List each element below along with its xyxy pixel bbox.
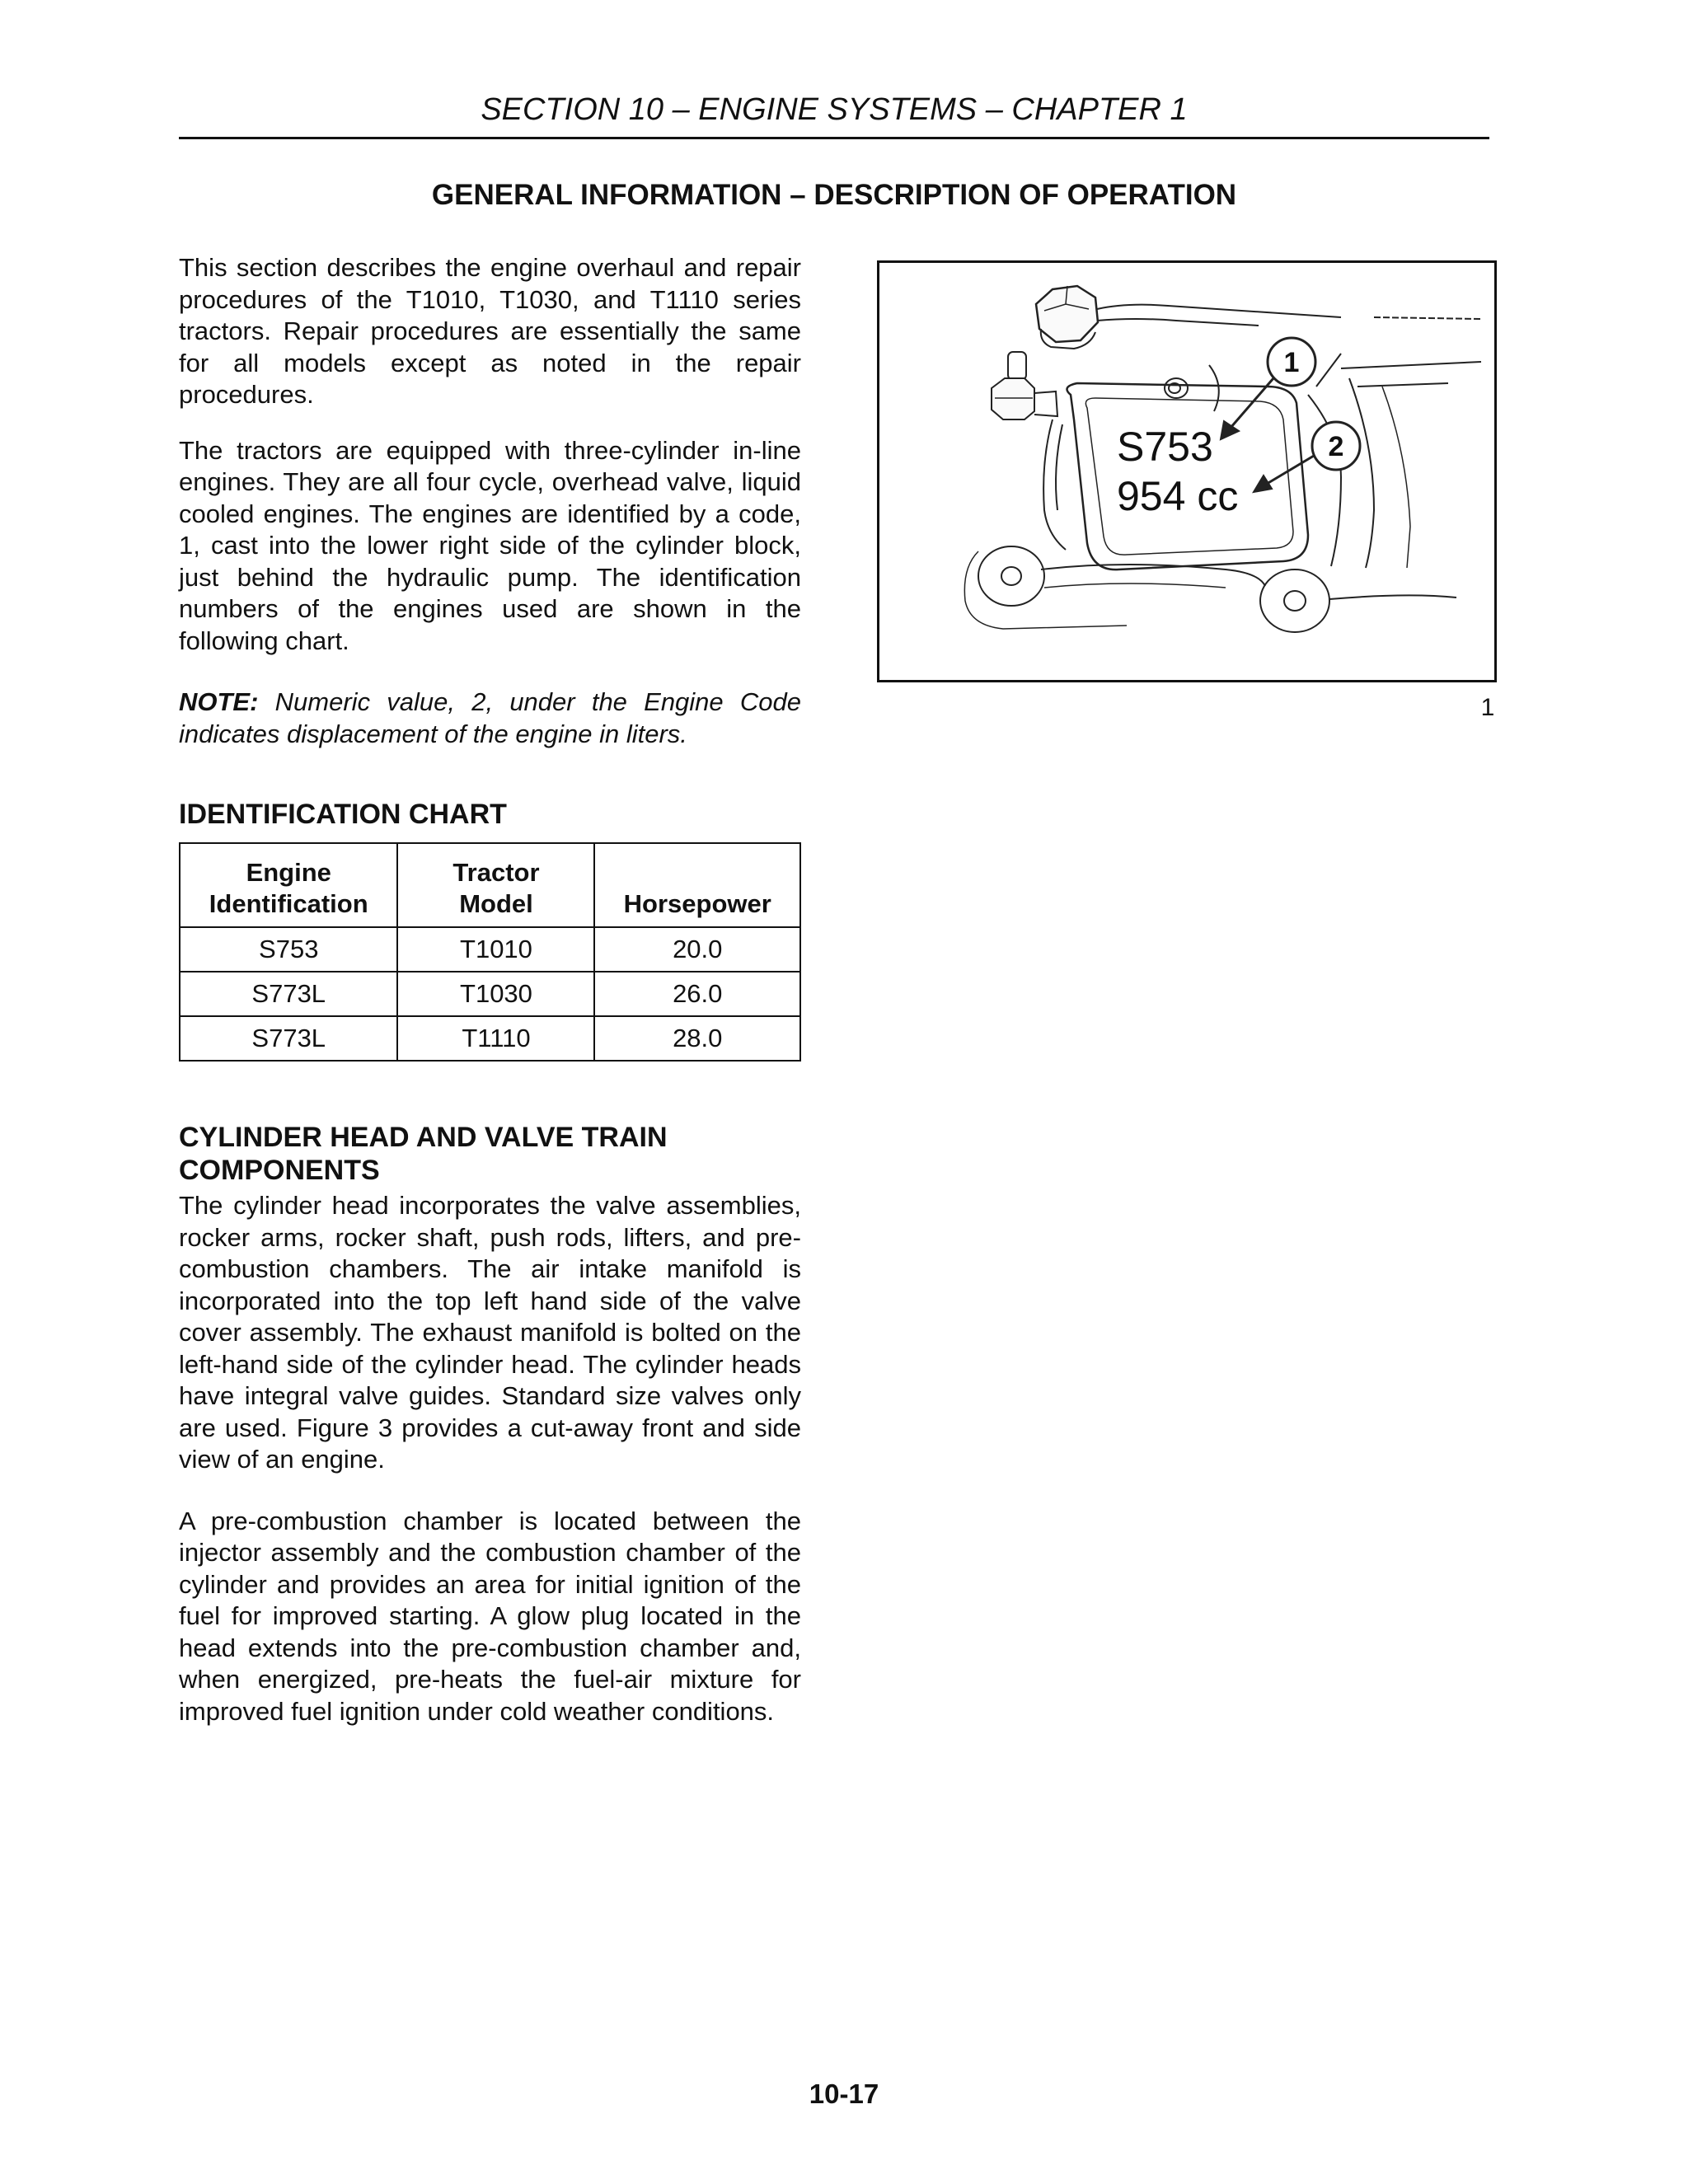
column-header-line: Engine [246,858,331,887]
casting-line [1382,387,1410,568]
intro-paragraph-2: The tractors are equipped with three-cylinder in-line engines. They are all four cycle, overhead valve, liquid cooled engines. The engines are identified by a code, 1, cast into the lower right side of the cylinder block, just behind the hydraulic pump. The identification numbers of the engines used are shown in the following chart. [179,435,801,655]
table-cell: S773L [180,1016,397,1061]
column-header-line: Identification [209,889,368,918]
displacement-text: 954 cc [1117,473,1239,519]
intro-paragraph-1: This section describes the engine overhaul and repair procedures of the T1010, T1030, and T1110 series tractors. Repair procedures are essentially the same for all models except as noted in the repair procedures. [179,253,801,409]
bolt-hole [1284,591,1306,611]
column-header [397,843,594,927]
column-header [594,843,800,927]
table-cell: 26.0 [594,972,800,1016]
column-header-line: Tractor [452,858,540,887]
column-header-line: Horsepower [623,889,771,918]
casting-line [1341,362,1481,368]
bolt-hole [978,546,1044,606]
table-cell: T1030 [397,972,594,1016]
casting-line [1209,365,1219,411]
callout-1-label: 1 [1283,347,1300,378]
table-row [180,972,800,1016]
fitting-shape [1034,391,1057,416]
cylinder-head-heading-line-2: COMPONENTS [179,1155,380,1186]
fitting-shape [1008,352,1026,380]
casting-line [964,551,1127,629]
table-row [180,927,800,972]
table-cell: S753 [180,927,397,972]
figure-number: 1 [1480,694,1495,721]
table-cell: T1110 [397,1016,594,1061]
table-header-row [180,843,800,927]
casting-line [1097,319,1259,326]
casting-line [1043,419,1066,550]
left-column [179,252,801,1751]
engine-code-text: S753 [1117,424,1213,470]
callout-2-label: 2 [1328,431,1344,462]
cylinder-head-heading-line-1: CYLINDER HEAD AND VALVE TRAIN [179,1122,668,1153]
identification-chart-table [179,842,801,1062]
cylinder-head-paragraph-1: The cylinder head incorporates the valve assemblies, rocker arms, rocker shaft, push rods, lifters, and pre-combustion chambers. The air intake manifold is incorporated into the top left hand side of the valve cover assembly. The exhaust manifold is bolted on the left-hand side of the cylinder head. The cylinder heads have integral valve guides. Standard size valves only are used. Figure 3 provides a cut-away front and side view of an engine. [179,1191,801,1474]
table-row [180,1016,800,1061]
bolt-hole [1260,569,1329,632]
section-title: GENERAL INFORMATION – DESCRIPTION OF OPERATION [431,179,1237,211]
table-cell: S773L [180,972,397,1016]
table-cell: 20.0 [594,927,800,972]
callout-2-arrow-line [1267,456,1314,484]
table-cell: 28.0 [594,1016,800,1061]
column-header-line: Model [459,889,533,918]
note-text: Numeric value, 2, under the Engine Code indicates displacement of the engine in liters. [179,687,801,748]
engine-block-illustration [879,263,1494,680]
casting-line [1329,595,1456,599]
casting-line [1044,583,1226,588]
casting-line [1097,305,1341,317]
casting-line [1349,378,1374,568]
casting-line [1316,354,1341,387]
table-cell: T1010 [397,927,594,972]
page-header [179,89,1489,139]
fitting-shape [992,378,1034,419]
casting-line [1374,317,1481,319]
bolt-hole [1001,567,1021,585]
callout-1-arrow-head [1221,421,1239,439]
engine-code-figure [877,260,1497,682]
column-header [180,843,397,927]
casting-line [1308,395,1341,566]
casting-line [1056,424,1062,510]
casting-line [1357,383,1448,387]
note-paragraph [179,687,801,750]
page-number: 10-17 [809,2079,879,2109]
cylinder-head-heading [179,1121,801,1187]
note-label: NOTE: [179,687,259,716]
callout-2-arrow-head [1254,476,1272,492]
cylinder-head-paragraph-2: A pre-combustion chamber is located between the injector assembly and the combustion chamber of the cylinder and provides an area for initial ignition of the fuel for improved starting. A glow plug located in the head extends into the pre-combustion chamber and, when energized, pre-heats the fuel-air mixture for improved fuel ignition under cold weather conditions. [179,1506,801,1726]
header-title: SECTION 10 – ENGINE SYSTEMS – CHAPTER 1 [481,92,1188,127]
identification-chart-heading: IDENTIFICATION CHART [179,799,507,830]
